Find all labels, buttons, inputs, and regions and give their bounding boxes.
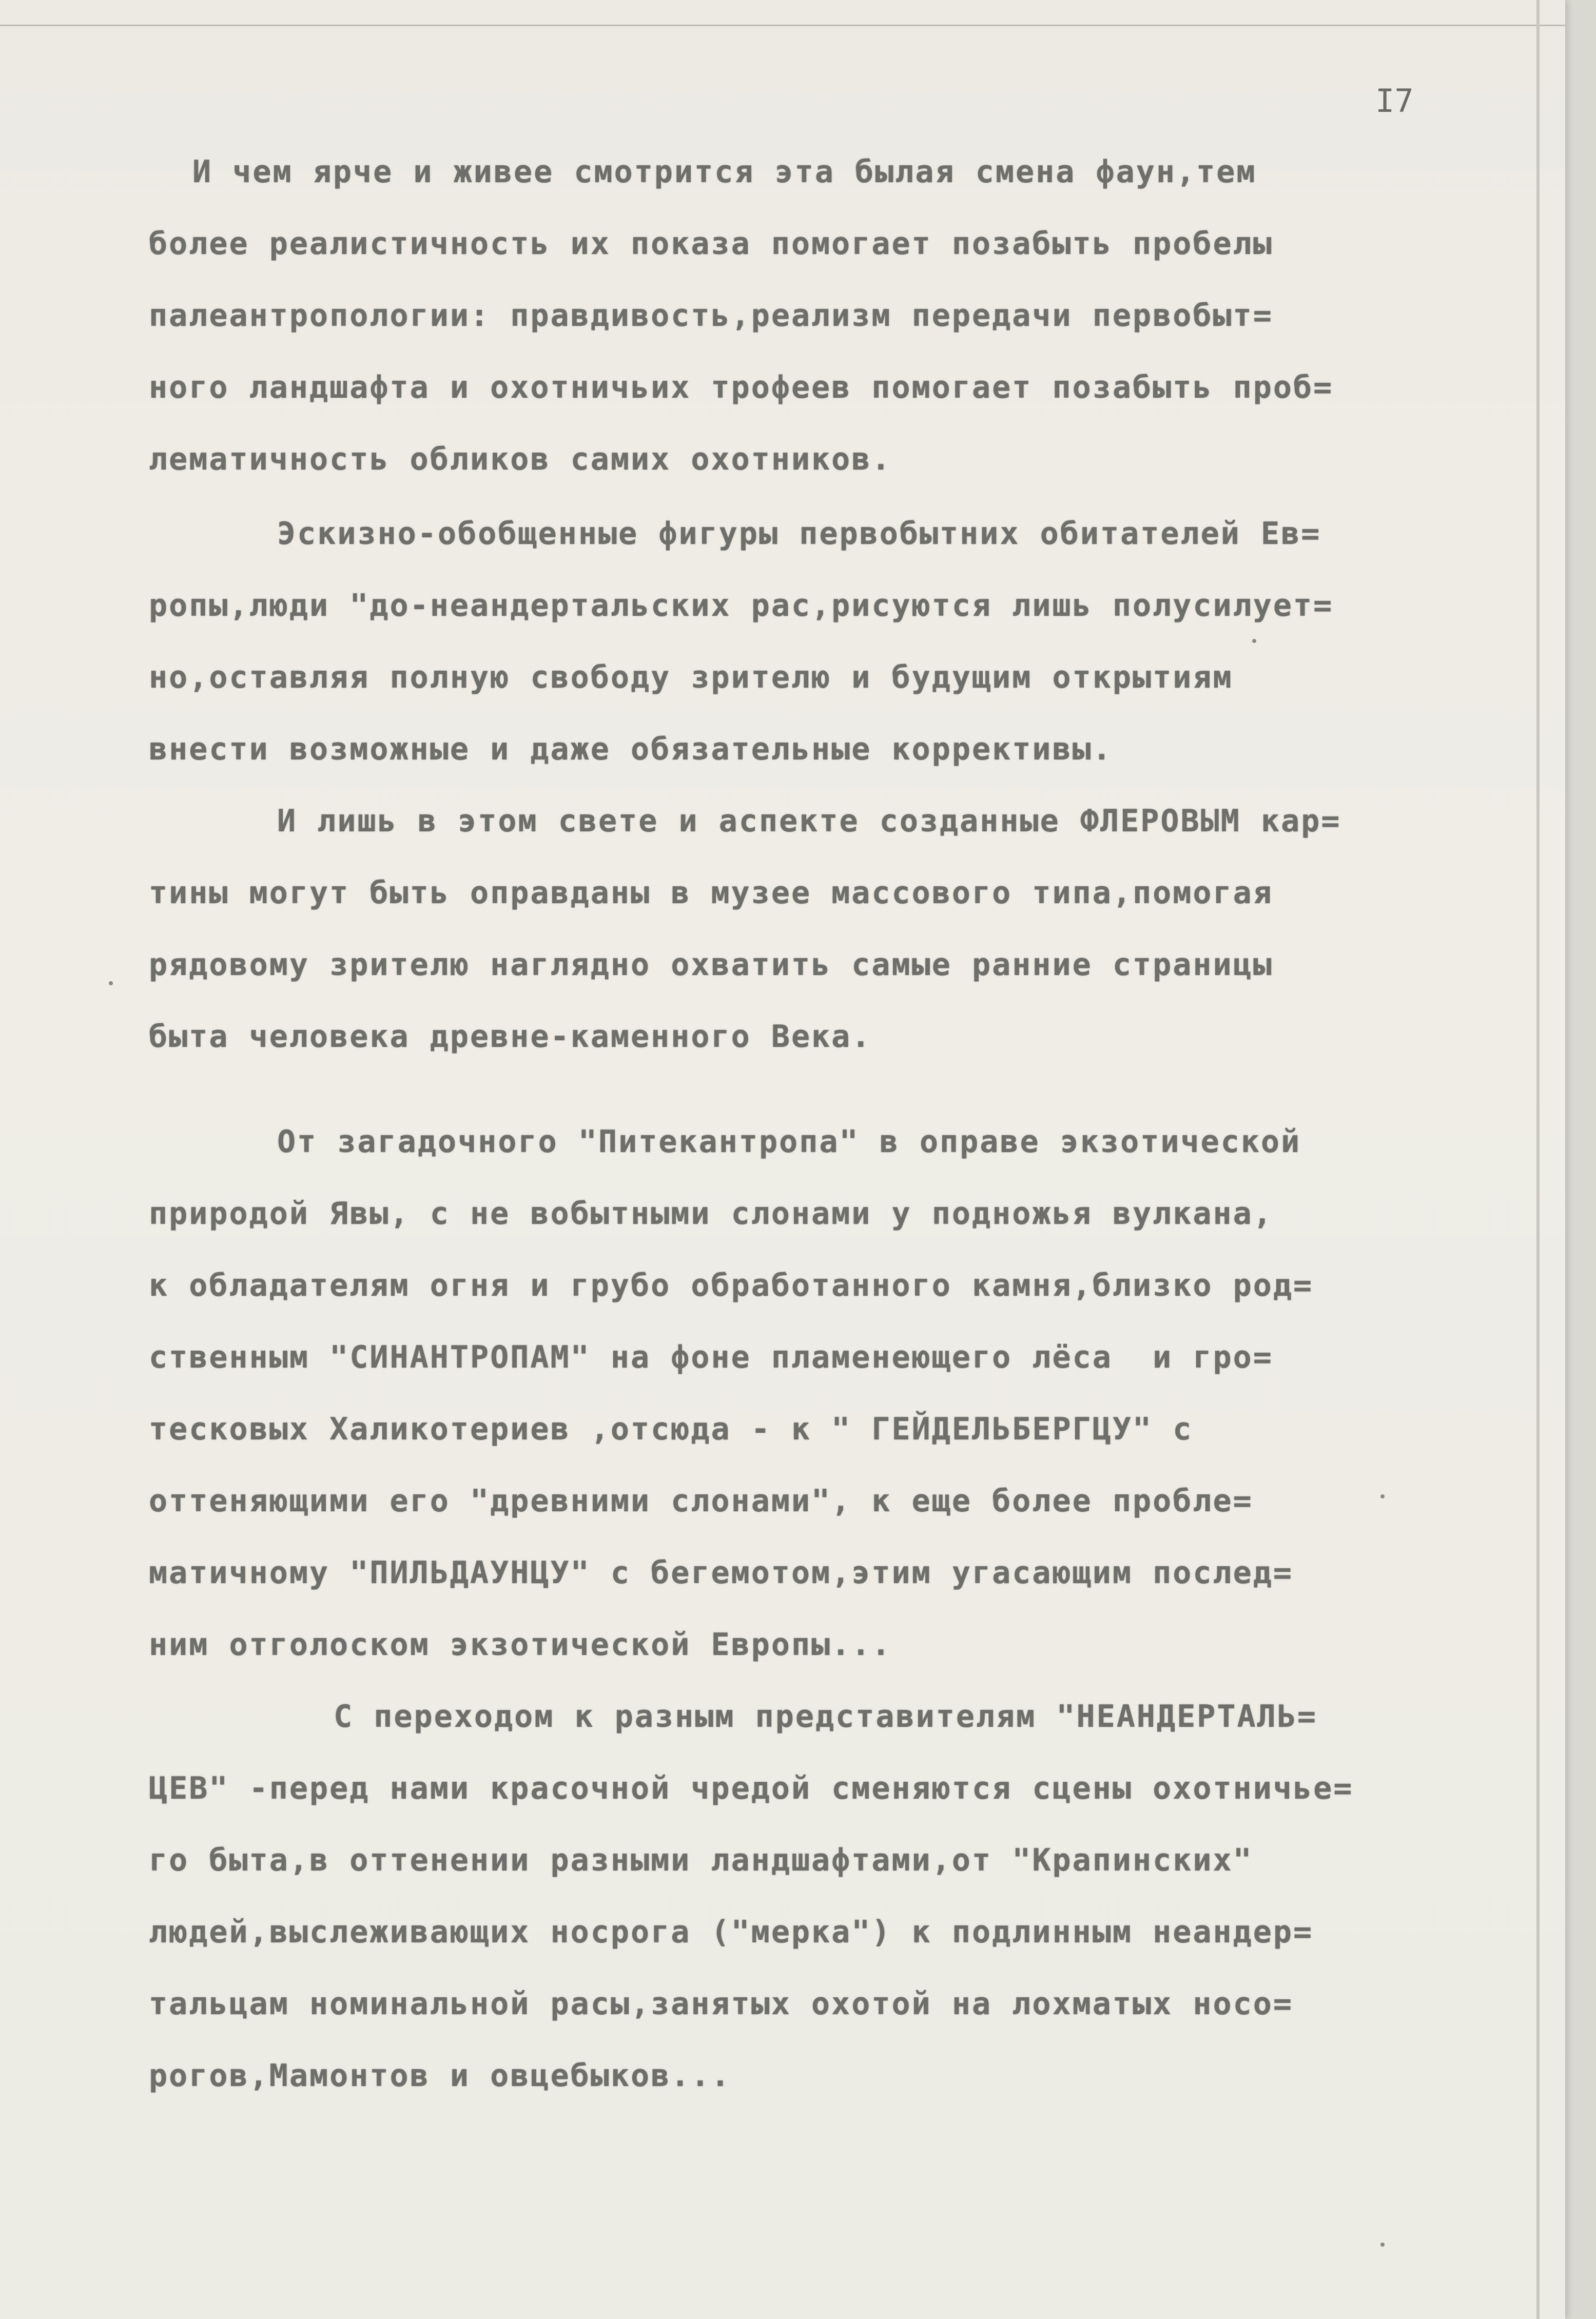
text-line: тальцам номинальной расы,занятых охотой на лохматых носо=: [149, 1986, 1294, 2022]
text-line: От загадочного "Питекантропа" в оправе экзотической: [277, 1124, 1301, 1160]
text-line: тины могут быть оправданы в музее массового типа,помогая: [149, 875, 1273, 911]
text-line: лематичность обликов самих охотников.: [149, 441, 892, 477]
sheet-right-edge: [1536, 0, 1540, 2319]
text-line: тесковых Халикотериев ,отсюда - к " ГЕЙДЕЛЬБЕРГЦУ" с: [149, 1411, 1193, 1447]
paper-speck: [109, 981, 113, 985]
text-line: ним отголоском экзотической Европы...: [149, 1627, 892, 1663]
text-line: рядовому зрителю наглядно охватить самые ранние страницы: [149, 947, 1273, 983]
text-line: ропы,люди "до-неандертальских рас,рисуются лишь полусилует=: [149, 588, 1334, 623]
text-line: природой Явы, с не вобытными слонами у подножья вулкана,: [149, 1196, 1273, 1232]
text-line: палеантропологии: правдивость,реализм передачи первобыт=: [149, 298, 1273, 334]
text-line: ственным "СИНАНТРОПАМ" на фоне пламенеющего лёса и гро=: [149, 1339, 1273, 1375]
paper-speck: [1380, 2243, 1385, 2247]
text-line: С переходом к разным представителям "НЕАНДЕРТАЛЬ=: [334, 1699, 1318, 1735]
text-line: И лишь в этом свете и аспекте созданные ФЛЕРОВЫМ кар=: [277, 803, 1341, 839]
text-line: ного ландшафта и охотничьих трофеев помогает позабыть проб=: [149, 369, 1334, 405]
text-line: быта человека древне-каменного Века.: [149, 1019, 872, 1055]
text-line: И чем ярче и живее смотрится эта былая смена фаун,тем: [192, 154, 1257, 190]
text-line: но,оставляя полную свободу зрителю и будущим открытиям: [149, 659, 1233, 695]
text-line: оттеняющими его "древними слонами", к еще более пробле=: [149, 1483, 1253, 1519]
top-edge-line: [0, 25, 1565, 26]
text-line: матичному "ПИЛЬДАУНЦУ" с бегемотом,этим угасающим послед=: [149, 1555, 1294, 1591]
paper-speck: [1380, 1494, 1385, 1498]
text-line: людей,выслеживающих носрога ("мерка") к подлинным неандер=: [149, 1914, 1314, 1950]
text-line: более реалистичность их показа помогает позабыть пробелы: [149, 226, 1273, 262]
text-line: внести возможные и даже обязательные коррективы.: [149, 731, 1113, 767]
text-line: ЦЕВ" -перед нами красочной чредой сменяются сцены охотничье=: [149, 1770, 1354, 1806]
text-line: рогов,Мамонтов и овцебыков...: [149, 2058, 731, 2094]
text-line: к обладателям огня и грубо обработанного камня,близко род=: [149, 1268, 1314, 1303]
text-line: го быта,в оттенении разными ландшафтами,от "Крапинских": [149, 1842, 1253, 1878]
paper-speck: [1252, 639, 1256, 643]
text-line: Эскизно-обобщенные фигуры первобытних обитателей Ев=: [277, 516, 1321, 552]
page-number: I7: [1375, 82, 1414, 120]
